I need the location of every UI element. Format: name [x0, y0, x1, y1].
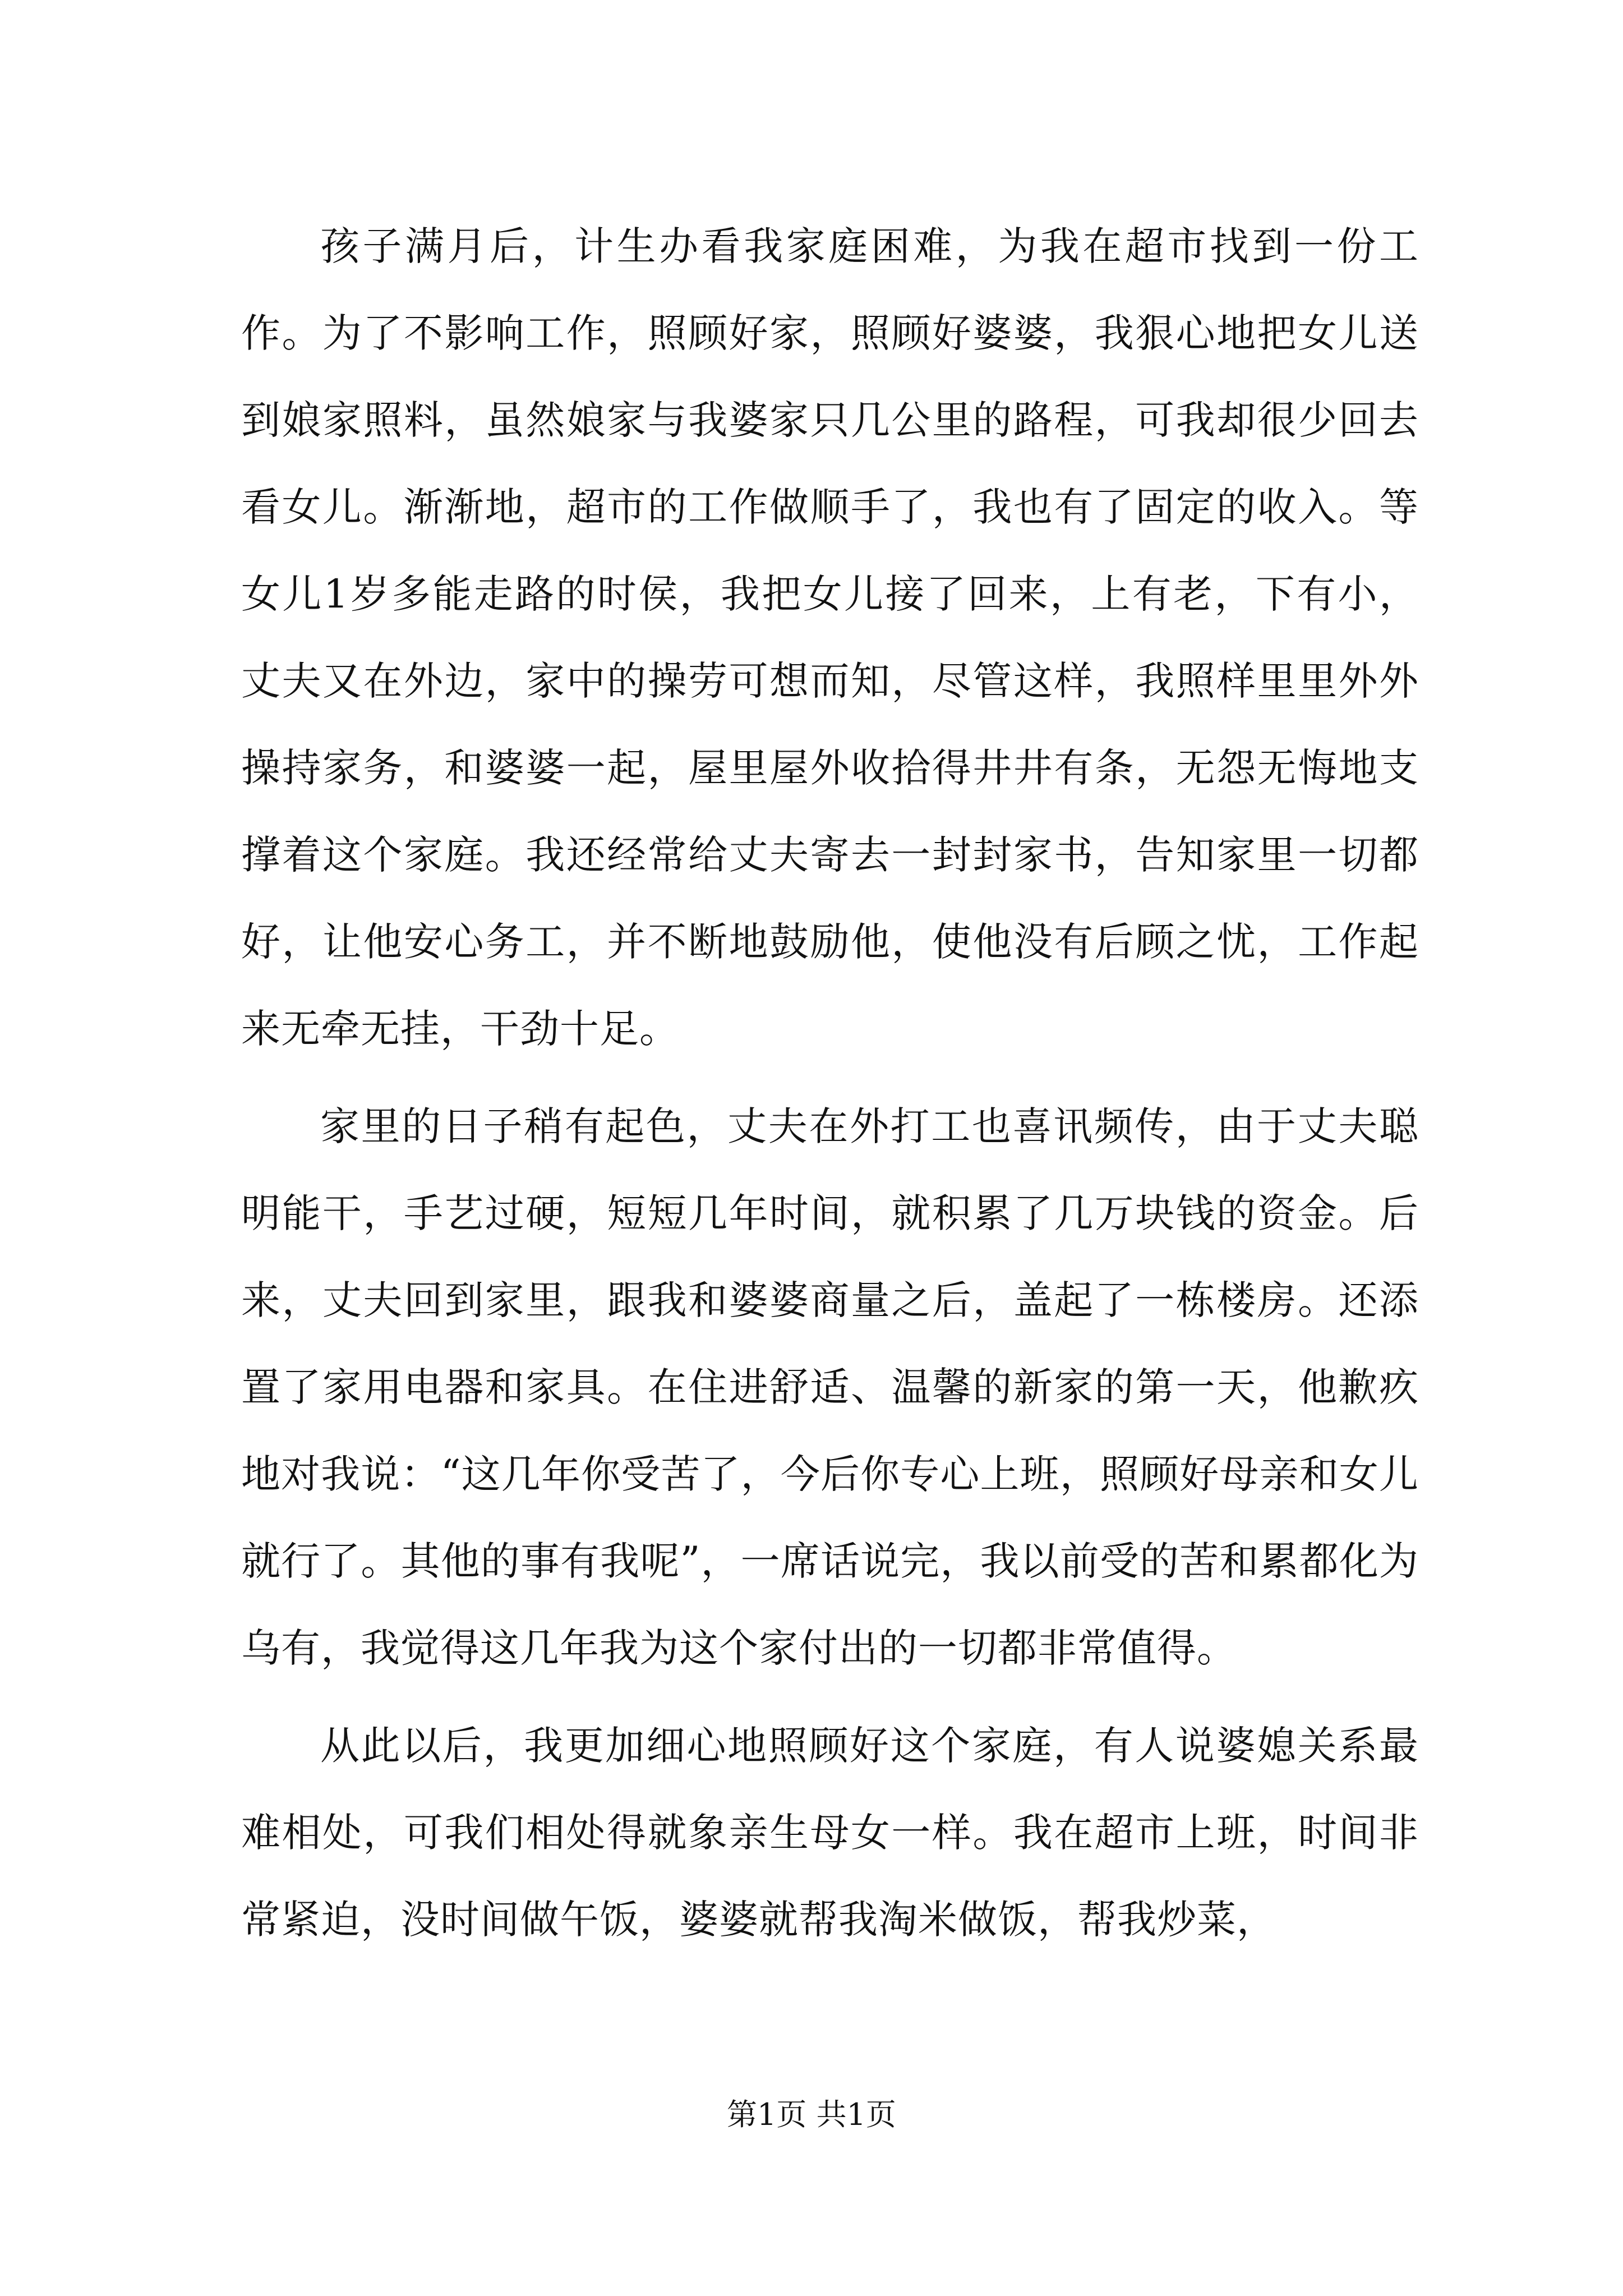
- document-body: [241, 203, 1419, 1974]
- paragraph-3: 从此以后，我更加细心地照顾好这个家庭，有人说婆媳关系最难相处，可我们相处得就象亲生母女一样。我在超市上班，时间非常紧迫，没时间做午饭，婆婆就帮我淘米做饭，帮我炒菜，: [241, 1723, 1419, 1943]
- paragraph-1: 孩子满月后，计生办看我家庭困难，为我在超市找到一份工作。为了不影响工作，照顾好家，照顾好婆婆，我狠心地把女儿送到娘家照料，虽然娘家与我婆家只几公里的路程，可我却很少回去看女儿。渐渐地，超市的工作做顺手了，我也有了固定的收入。等女儿1岁多能走路的时侯，我把女儿接了回来，上有老，下有小，丈夫又在外边，家中的操劳可想而知，尽管这样，我照样里里外外操持家务，和婆婆一起，屋里屋外收拾得井井有条，无怨无悔地支撑着这个家庭。我还经常给丈夫寄去一封封家书，告知家里一切都好，让他安心务工，并不断地鼓励他，使他没有后顾之忧，工作起来无牵无挂，干劲十足。: [241, 223, 1419, 1052]
- paragraph-2: 家里的日子稍有起色，丈夫在外打工也喜讯频传，由于丈夫聪明能干，手艺过硬，短短几年时间，就积累了几万块钱的资金。后来，丈夫回到家里，跟我和婆婆商量之后，盖起了一栋楼房。还添置了家用电器和家具。在住进舒适、温馨的新家的第一天，他歉疚地对我说：“这几年你受苦了，今后你专心上班，照顾好母亲和女儿就行了。其他的事有我呢”，一席话说完，我以前受的苦和累都化为乌有，我觉得这几年我为这个家付出的一切都非常值得。: [241, 1103, 1419, 1671]
- page-footer: 第1页 共1页: [727, 2097, 896, 2132]
